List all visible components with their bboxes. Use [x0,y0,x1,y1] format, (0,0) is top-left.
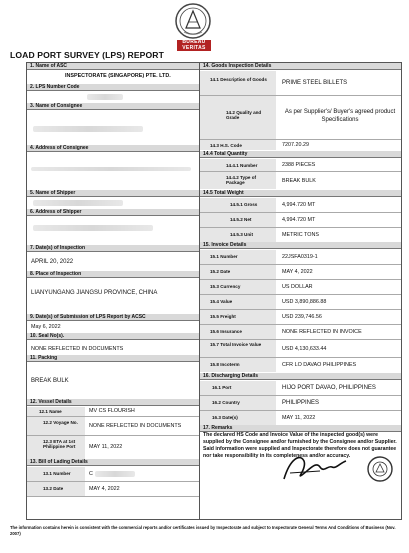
freight-label: 15.5 Freight [200,310,276,324]
consignee-header: 3. Name of Consignee [27,103,199,110]
inspection-place: LIANYUNGANG JIANGSU PROVINCE, CHINA [31,290,158,296]
qty-number-label: 14.4.1 Number [200,159,276,171]
eta-label: 12.3 ETA at 1st Philippine Port [27,436,85,459]
redacted-consignee-address [31,167,191,171]
bl-number-label: 13.1 Number [27,467,85,481]
invoice-header: 15. Invoice Details [200,242,401,249]
insurance-label: 15.6 Insurance [200,325,276,339]
submission-date: May 6, 2022 [31,324,61,330]
shipper-header: 5. Name of Shipper [27,190,199,197]
redacted-bl-number [95,471,135,477]
currency-label: 15.3 Currency [200,280,276,294]
country-value: PHILIPPINES [282,400,320,406]
invoice-number: 22JSFA0319-1 [282,254,318,260]
left-column [27,63,200,519]
asc-header: 1. Name of ASC [27,63,199,70]
hs-code-label: 14.3 H.S. Code [200,140,276,150]
port-label: 16.1 Port [200,381,276,395]
asc-name: INSPECTORATE (SINGAPORE) PTE. LTD. [65,73,171,79]
freight-value: USD 239,746.56 [282,314,322,320]
submission-date-header: 9. Date(s) of Submission of LPS Report by ACSC [27,314,199,321]
inspection-place-header: 8. Place of Inspection [27,271,199,278]
voyage-label: 12.2 Voyage No. [27,417,85,435]
packing-header: 11. Packing [27,355,199,362]
total-weight-header: 14.5 Total Weight [200,190,401,197]
insurance-value: NONE REFLECTED IN INVOICE [282,329,362,335]
qty-package-label: 14.4.2 Type of Package [200,172,276,189]
invoice-date-label: 15.2 Date [200,265,276,279]
bl-date-label: 13.2 Date [27,482,85,496]
invoice-value: USD 3,890,886.88 [282,299,327,305]
remarks-header: 17. Remarks [200,425,401,432]
bureau-veritas-emblem [172,2,214,40]
redacted-shipper-address [33,225,153,231]
consignee-address-header: 4. Address of Consignee [27,145,199,152]
inspection-date: APRIL 20, 2022 [31,259,74,265]
hs-code-value: 7207.20.29 [282,142,309,148]
inspection-date-header: 7. Date(s) of Inspection [27,245,199,252]
incoterm-value: CFR LO DAVAO PHILIPPINES [282,362,357,368]
qty-package-value: BREAK BULK [282,178,316,184]
quality-label: 14.2 Quality and Grade [200,96,276,139]
lps-number-header: 2. LPS Number Code [27,84,199,91]
eta-value: MAY 11, 2022 [89,444,123,450]
currency-value: US DOLLAR [282,284,313,290]
redacted-lps-number [87,94,123,100]
discharge-date-label: 16.3 Date(s) [200,411,276,425]
invoice-date: MAY 4, 2022 [282,269,313,275]
vessel-header: 12. Vessel Details [27,399,199,406]
gross-value: 4,994.720 MT [282,202,316,208]
seal-value: NONE REFLECTED IN DOCUMENTS [31,346,124,352]
discharging-header: 16. Discharging Details [200,373,401,380]
description-value: PRIME STEEL BILLETS [282,80,348,86]
seal-header: 10. Seal No(s). [27,333,199,340]
country-label: 16.2 Country [200,396,276,410]
vessel-name: MV CS FLOURISH [89,408,135,414]
description-label: 14.1 Description of Goods [200,71,276,95]
total-invoice-label: 15.7 Total Invoice Value [200,340,276,357]
footer-note: The information contains herein is consistent with the commercial reports and/or certificates issued by Inspectorate and subject to Inspectorate General Terms And Conditions of Business (Nov. 2007) [10,525,396,536]
bill-of-lading-header: 13. Bill of Lading Details [27,459,199,466]
gross-label: 14.5.1 Gross [200,198,276,212]
survey-form [26,62,402,520]
discharge-date: MAY 11, 2022 [282,415,316,421]
unit-label: 14.5.3 Unit [200,228,276,242]
redacted-shipper [33,200,123,206]
inspector-signature [280,449,350,485]
unit-value: METRIC TONS [282,232,319,238]
total-quantity-header: 14.4 Total Quantity [200,151,401,158]
shipper-address-header: 6. Address of Shipper [27,209,199,216]
qty-number-value: 2388 PIECES [282,162,316,168]
bl-number: C [89,471,93,477]
invoice-number-label: 15.1 Number [200,250,276,264]
value-label: 15.4 Value [200,295,276,309]
incoterm-label: 15.8 Incoterm [200,358,276,372]
redacted-consignee [33,126,143,132]
report-title: LOAD PORT SURVEY (LPS) REPORT [10,50,164,60]
net-label: 14.5.2 Net [200,213,276,227]
quality-value: As per Supplier's/ Buyer's agreed product Specifications [284,109,396,123]
total-invoice-value: USD 4,130,633.44 [282,346,327,352]
packing-value: BREAK BULK [31,378,69,384]
net-value: 4,994.720 MT [282,217,316,223]
goods-inspection-header: 14. Goods Inspection Details [200,63,401,70]
right-column [200,63,401,519]
bl-date: MAY 4, 2022 [89,486,120,492]
port-value: HIJO PORT DAVAO, PHILIPPINES [282,385,376,391]
remarks-text: The declared HS Code and Invoice Value of the inspected good(s) were supplied by the Consignee and/or furnished by the Consignee and/or Supplier. Said information were supplied and Inspectorate therefore does not guarantee nor take responsibility in its completeness and/or accuracy. [203,432,397,459]
bureau-veritas-logo-text: BUREAU VERITAS [177,40,211,51]
vessel-name-label: 12.1 Name [27,407,85,416]
company-stamp [366,455,394,483]
voyage-value: NONE REFLECTED IN DOCUMENTS [89,423,182,429]
